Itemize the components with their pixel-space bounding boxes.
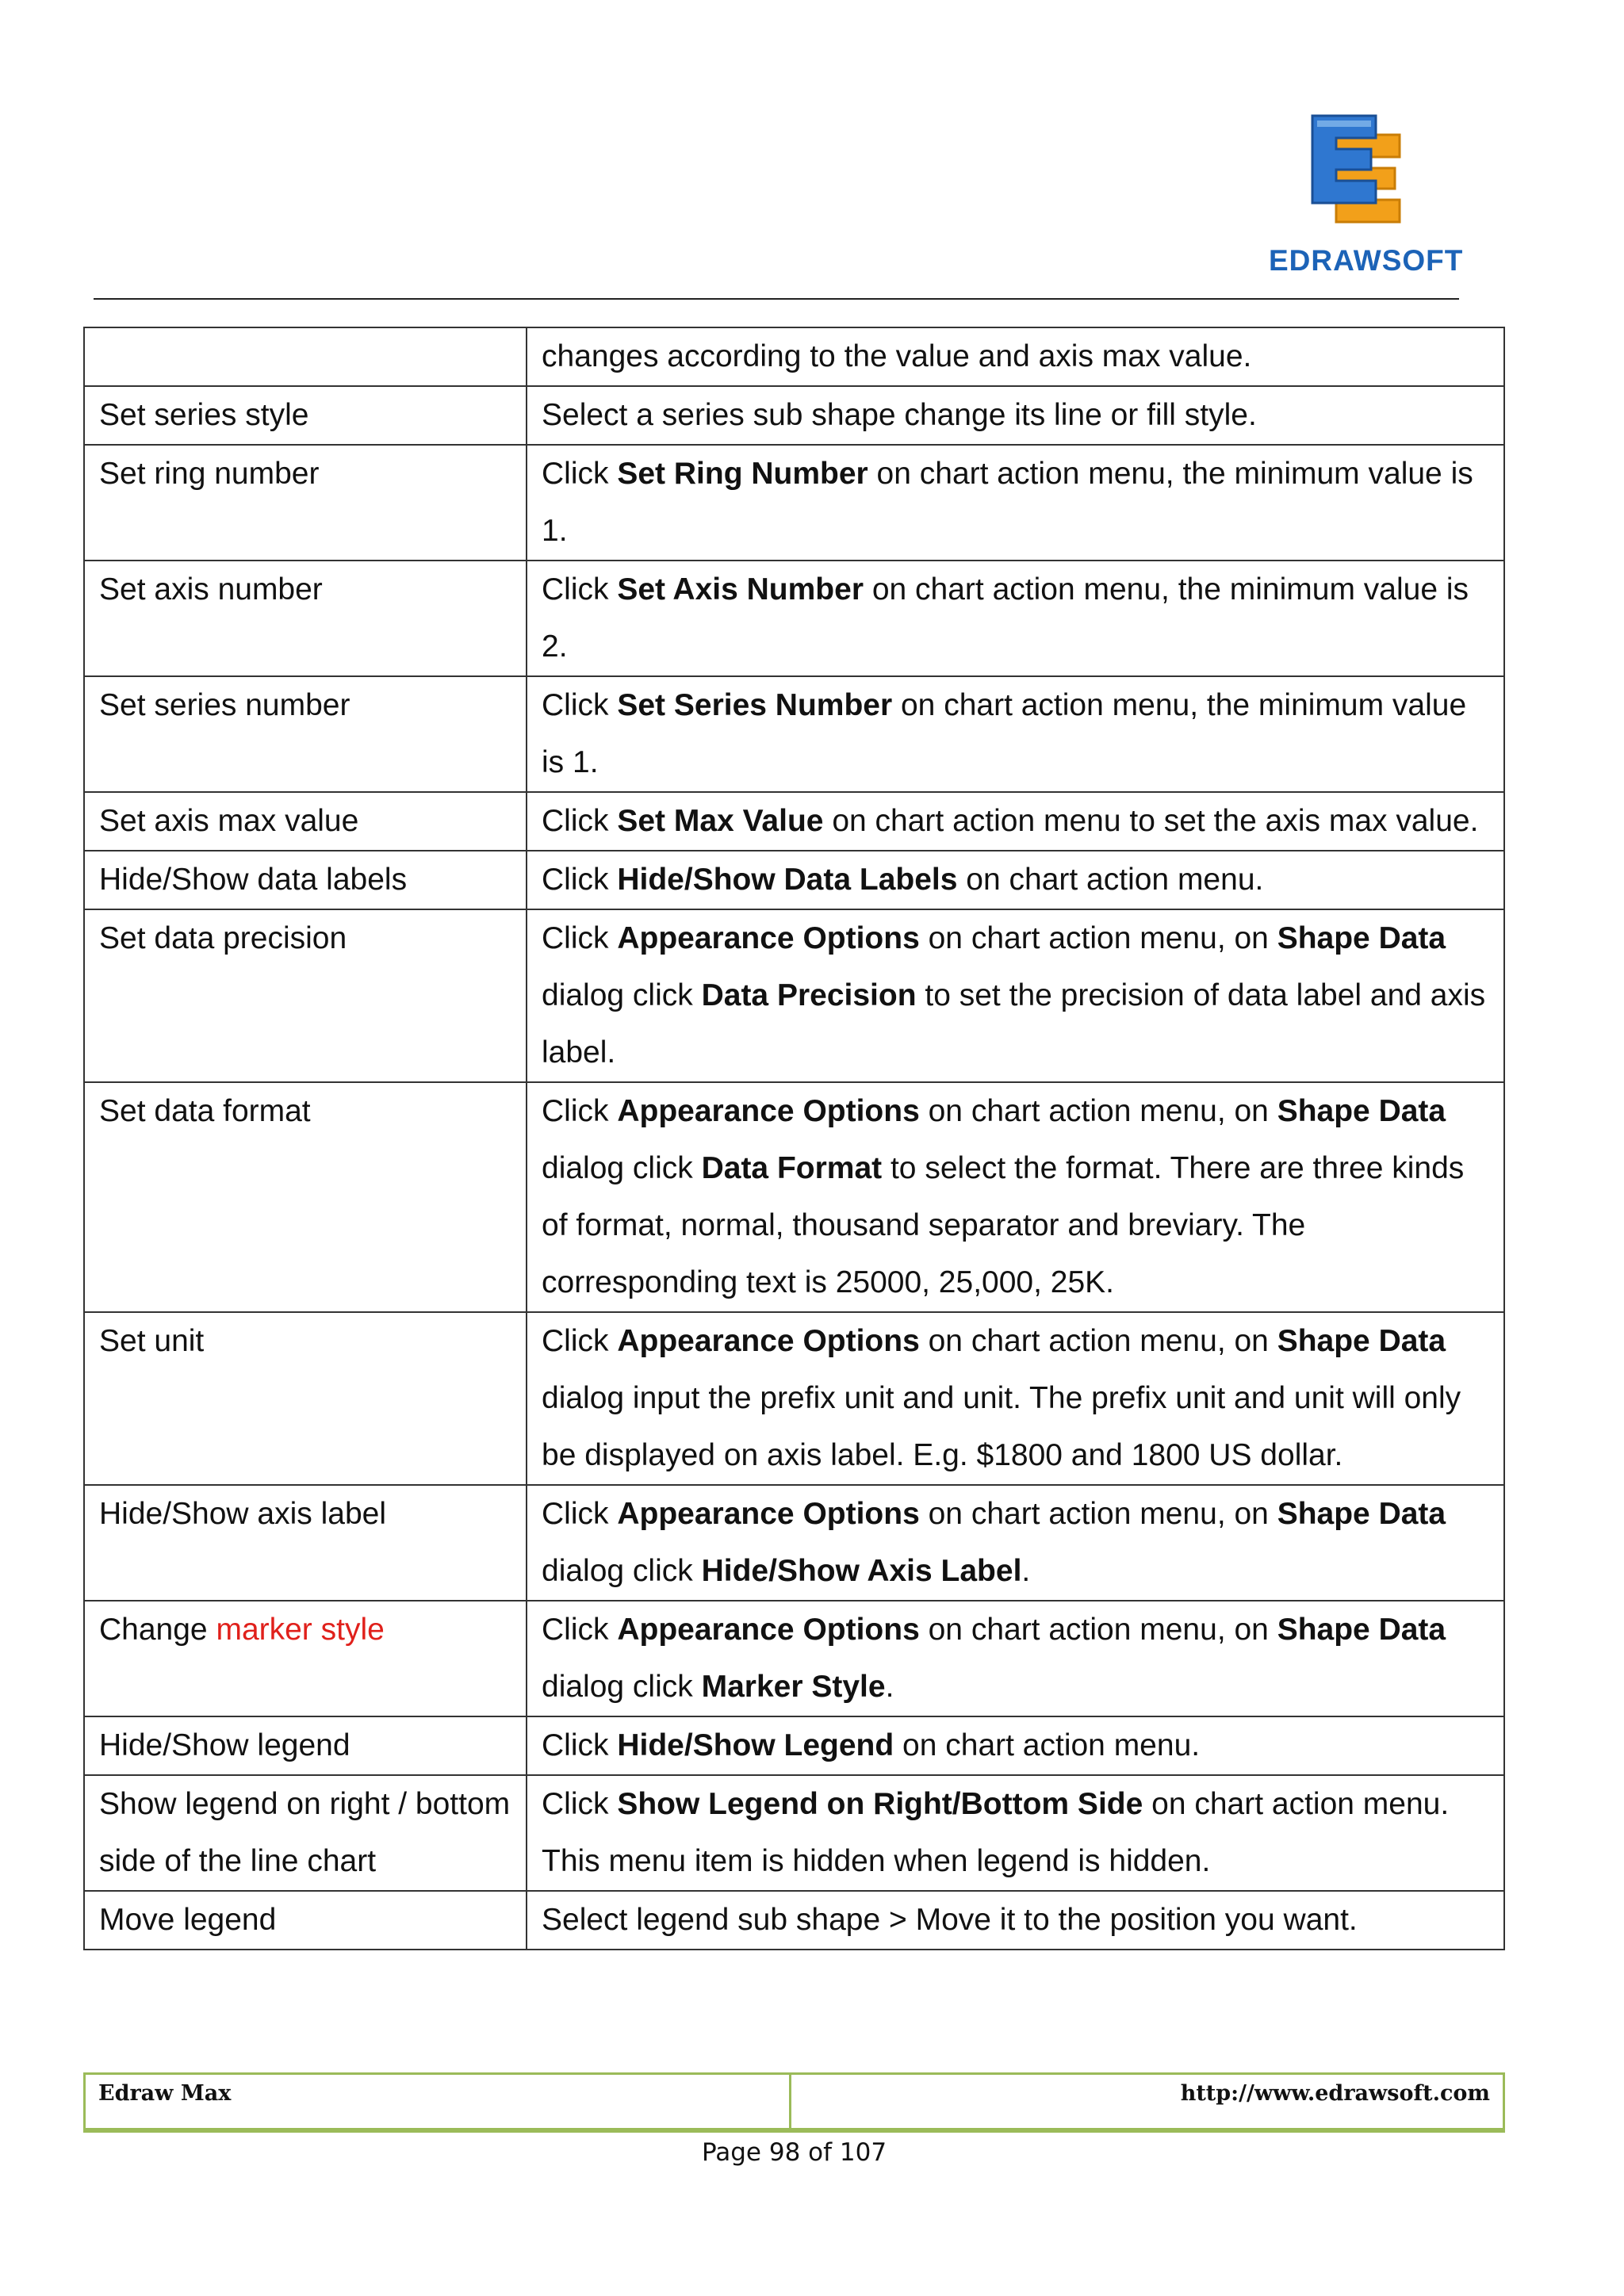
description-text: on chart action menu. xyxy=(894,1728,1201,1762)
feature-description-cell xyxy=(527,561,1504,676)
description-text: on chart action menu. xyxy=(957,863,1264,897)
table-row xyxy=(84,1891,1504,1950)
table-row xyxy=(84,676,1504,792)
feature-name-cell xyxy=(84,1485,527,1601)
table-row xyxy=(84,1716,1504,1775)
description-text: on chart action menu, the minimum value is 1. xyxy=(542,688,1467,779)
menu-command-name: Data Format xyxy=(701,1151,883,1185)
description-text: Select legend sub shape > Move it to the position you want. xyxy=(542,1903,1358,1937)
description-text: to select the format. There are three kinds of format, normal, thousand separator and breviary. The corresponding text is 25000, 25,000, 25K. xyxy=(542,1151,1465,1299)
feature-description-cell xyxy=(527,1775,1504,1891)
table-row xyxy=(84,327,1504,386)
description-text: changes according to the value and axis max value. xyxy=(542,339,1252,373)
menu-command-name: Hide/Show Data Labels xyxy=(617,863,958,897)
feature-name: Set data precision xyxy=(99,921,347,955)
feature-name-cell xyxy=(84,909,527,1082)
feature-name-cell xyxy=(84,327,527,386)
table-row xyxy=(84,1312,1504,1485)
feature-description-cell xyxy=(527,792,1504,851)
feature-description-cell xyxy=(527,327,1504,386)
description-text: to set the precision of data label and axis label. xyxy=(542,978,1486,1070)
feature-name: Set axis number xyxy=(99,572,323,607)
menu-command-name: Set Ring Number xyxy=(617,457,868,491)
feature-description-cell xyxy=(527,1082,1504,1312)
feature-name: Show legend on right / bottom side of the line chart xyxy=(99,1787,511,1878)
feature-name-cell xyxy=(84,676,527,792)
feature-description-cell xyxy=(527,1485,1504,1601)
table-row xyxy=(84,1775,1504,1891)
feature-name-cell xyxy=(84,386,527,445)
description-text: dialog input the prefix unit and unit. The prefix unit and unit will only be displayed on axis label. E.g. $1800 and 1800 US dollar. xyxy=(542,1381,1461,1472)
logo-text: EDRAWSOFT xyxy=(1269,244,1464,277)
table-row xyxy=(84,386,1504,445)
menu-command-name: Hide/Show Axis Label xyxy=(701,1554,1022,1588)
menu-command-name: Appearance Options xyxy=(617,1094,920,1128)
menu-command-name: Set Axis Number xyxy=(617,572,864,607)
description-text: . xyxy=(1021,1554,1031,1588)
edrawsoft-logo-icon xyxy=(1304,111,1415,230)
menu-command-name: Set Max Value xyxy=(617,804,824,838)
menu-command-name: Appearance Options xyxy=(617,921,920,955)
feature-description-cell xyxy=(527,1601,1504,1716)
table-body xyxy=(84,327,1504,1950)
feature-description-cell xyxy=(527,386,1504,445)
menu-command-name: Shape Data xyxy=(1277,1497,1446,1531)
description-text: Click xyxy=(542,1787,618,1821)
description-text: on chart action menu, on xyxy=(919,1497,1277,1531)
feature-name-cell xyxy=(84,851,527,909)
menu-command-name: Shape Data xyxy=(1277,921,1446,955)
feature-name: Hide/Show axis label xyxy=(99,1497,387,1531)
description-text: Click xyxy=(542,572,618,607)
feature-name-cell xyxy=(84,1775,527,1891)
description-text: Click xyxy=(542,863,618,897)
menu-command-name: Appearance Options xyxy=(617,1497,920,1531)
feature-description-cell xyxy=(527,909,1504,1082)
description-text: Click xyxy=(542,1324,618,1358)
menu-command-name: Set Series Number xyxy=(617,688,893,722)
menu-command-name: Shape Data xyxy=(1277,1324,1446,1358)
description-text: Click xyxy=(542,1094,618,1128)
feature-description-cell xyxy=(527,445,1504,561)
header-divider xyxy=(94,298,1459,300)
feature-name: Set series style xyxy=(99,398,309,432)
table-row xyxy=(84,851,1504,909)
feature-description-cell xyxy=(527,1312,1504,1485)
table-row xyxy=(84,445,1504,561)
edrawsoft-logo xyxy=(1269,111,1464,277)
description-text: on chart action menu, the minimum value is 1. xyxy=(542,457,1473,548)
feature-name: Hide/Show legend xyxy=(99,1728,350,1762)
table-row xyxy=(84,1082,1504,1312)
description-text: Click xyxy=(542,457,618,491)
table-row xyxy=(84,1601,1504,1716)
feature-name-cell xyxy=(84,1601,527,1716)
feature-name: Hide/Show data labels xyxy=(99,863,408,897)
description-text: Click xyxy=(542,921,618,955)
feature-description-cell xyxy=(527,851,1504,909)
menu-command-name: Appearance Options xyxy=(617,1613,920,1647)
description-text: on chart action menu, the minimum value is 2. xyxy=(542,572,1469,664)
menu-command-name: Data Precision xyxy=(701,978,917,1012)
feature-name-cell xyxy=(84,1891,527,1950)
table-row xyxy=(84,909,1504,1082)
menu-command-name: Shape Data xyxy=(1277,1094,1446,1128)
feature-name-cell xyxy=(84,1082,527,1312)
description-text: Click xyxy=(542,1613,618,1647)
description-text: on chart action menu to set the axis max value. xyxy=(823,804,1479,838)
description-text: on chart action menu, on xyxy=(919,1324,1277,1358)
description-text: on chart action menu, on xyxy=(919,1094,1277,1128)
table-row xyxy=(84,792,1504,851)
feature-name: Set data format xyxy=(99,1094,311,1128)
description-text: dialog click xyxy=(542,1151,702,1185)
description-text: Click xyxy=(542,1728,618,1762)
description-text: on chart action menu. This menu item is hidden when legend is hidden. xyxy=(542,1787,1450,1878)
description-text: dialog click xyxy=(542,1554,702,1588)
feature-name-highlight: marker style xyxy=(216,1613,385,1647)
feature-name: Change xyxy=(99,1613,216,1647)
menu-command-name: Hide/Show Legend xyxy=(617,1728,894,1762)
description-text: Click xyxy=(542,804,618,838)
feature-name-cell xyxy=(84,445,527,561)
table-row xyxy=(84,1485,1504,1601)
feature-name: Move legend xyxy=(99,1903,277,1937)
feature-name-cell xyxy=(84,1716,527,1775)
page-footer xyxy=(83,2072,1505,2133)
feature-name: Set unit xyxy=(99,1324,205,1358)
description-text: on chart action menu, on xyxy=(919,1613,1277,1647)
description-text: dialog click xyxy=(542,1670,702,1704)
description-text: . xyxy=(885,1670,894,1704)
description-text: Select a series sub shape change its line or fill style. xyxy=(542,398,1257,432)
table-row xyxy=(84,561,1504,676)
feature-name: Set axis max value xyxy=(99,804,359,838)
feature-description-cell xyxy=(527,676,1504,792)
feature-name-cell xyxy=(84,561,527,676)
feature-name: Set ring number xyxy=(99,457,320,491)
menu-command-name: Marker Style xyxy=(701,1670,886,1704)
menu-command-name: Appearance Options xyxy=(617,1324,920,1358)
feature-name-cell xyxy=(84,1312,527,1485)
menu-command-name: Show Legend on Right/Bottom Side xyxy=(617,1787,1143,1821)
description-text: on chart action menu, on xyxy=(919,921,1277,955)
feature-description-cell xyxy=(527,1891,1504,1950)
footer-website-link[interactable]: http://www.edrawsoft.com xyxy=(1180,2081,1490,2106)
feature-description-cell xyxy=(527,1716,1504,1775)
footer-product-name: Edraw Max xyxy=(86,2075,791,2128)
description-text: Click xyxy=(542,688,618,722)
description-text: dialog click xyxy=(542,978,702,1012)
feature-table xyxy=(83,327,1505,1950)
menu-command-name: Shape Data xyxy=(1277,1613,1446,1647)
feature-name: Set series number xyxy=(99,688,350,722)
feature-name-cell xyxy=(84,792,527,851)
page-number: Page 98 of 107 xyxy=(701,2138,887,2167)
description-text: Click xyxy=(542,1497,618,1531)
